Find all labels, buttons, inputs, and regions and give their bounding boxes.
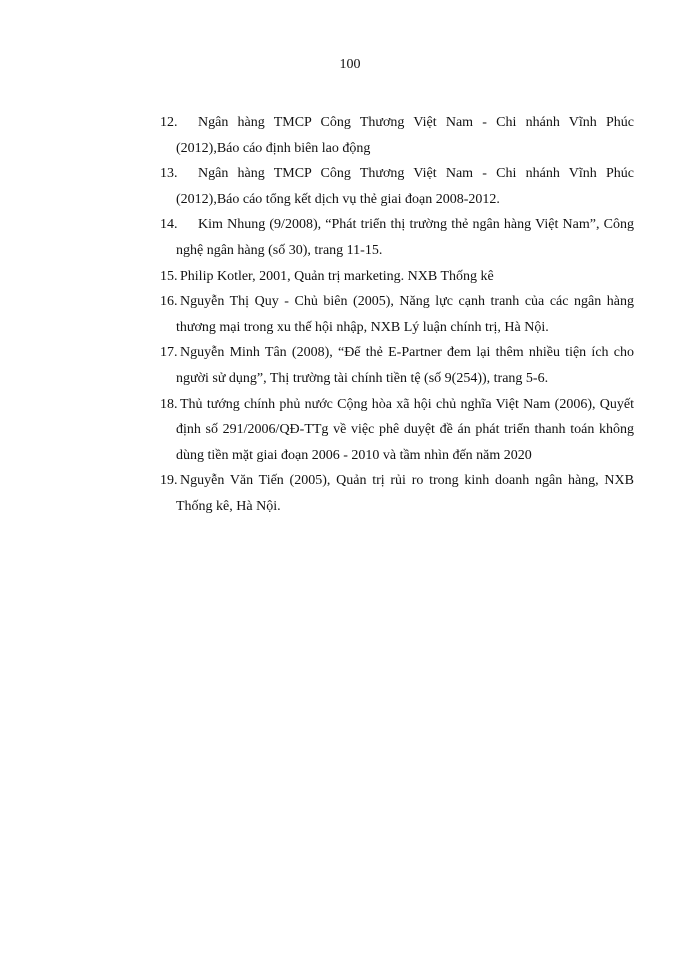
reference-text: Thủ tướng chính phủ nước Cộng hòa xã hội chủ nghĩa Việt Nam (2006), Quyết định số 291/2006/QĐ-TTg về việc phê duyệt đề án phát triển thanh toán không dùng tiền mặt giai đoạn 2006 - 2010 và tầm nhìn đến năm 2020 [176,396,634,463]
reference-item [160,110,634,161]
reference-number: 19. [160,473,178,489]
reference-text: Ngân hàng TMCP Công Thương Việt Nam - Chi nhánh Vĩnh Phúc (2012),Báo cáo định biên lao động [176,115,634,156]
reference-text: Nguyễn Văn Tiến (2005), Quản trị rủi ro trong kinh doanh ngân hàng, NXB Thống kê, Hà Nội. [176,473,634,514]
reference-item [160,392,634,469]
reference-item [160,264,634,290]
reference-text: Ngân hàng TMCP Công Thương Việt Nam - Chi nhánh Vĩnh Phúc (2012),Báo cáo tổng kết dịch vụ thẻ giai đoạn 2008-2012. [176,166,634,207]
reference-list [160,110,634,520]
reference-number: 17. [160,345,178,361]
reference-number: 12. [160,115,178,130]
reference-text: Nguyễn Thị Quy - Chủ biên (2005), Năng lực cạnh tranh của các ngân hàng thương mại trong xu thế hội nhập, NXB Lý luận chính trị, Hà Nội. [176,294,634,335]
reference-text: Kim Nhung (9/2008), “Phát triển thị trường thẻ ngân hàng Việt Nam”, Công nghệ ngân hàng (số 30), trang 11-15. [176,217,634,258]
reference-item [160,212,634,263]
reference-item [160,340,634,391]
page-number: 100 [339,57,361,72]
reference-number: 18. [160,396,178,412]
reference-number: 15. [160,268,178,284]
reference-text: Nguyễn Minh Tân (2008), “Để thẻ E-Partner đem lại thêm nhiều tiện ích cho người sử dụng”, Thị trường tài chính tiền tệ (số 9(254)), trang 5-6. [176,345,634,386]
reference-number: 16. [160,294,178,310]
reference-number: 13. [160,166,178,182]
reference-text: Philip Kotler, 2001, Quản trị marketing. NXB Thống kê [180,268,494,284]
reference-number: 14. [160,217,178,233]
reference-item [160,289,634,340]
reference-item [160,161,634,212]
reference-item [160,468,634,519]
